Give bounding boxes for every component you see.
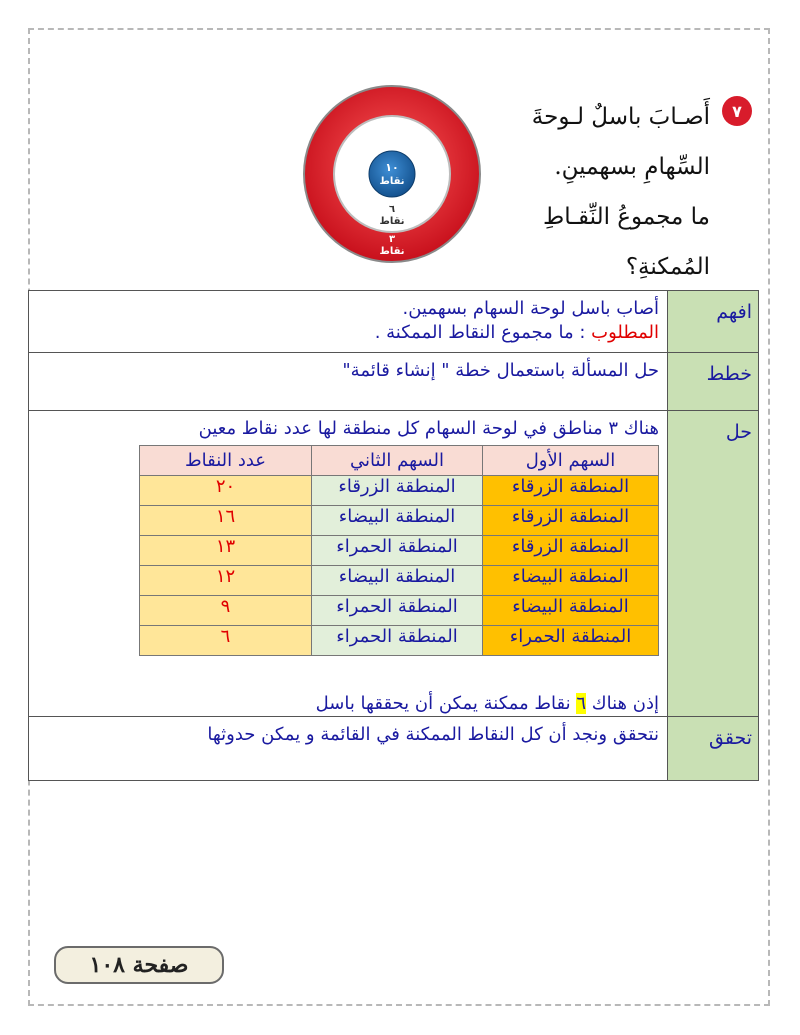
problem-number-badge: ٧ xyxy=(722,96,752,126)
conclusion-highlight: ٦ xyxy=(576,693,587,714)
dartboard-illustration xyxy=(302,84,482,266)
solution-steps-table xyxy=(28,290,759,781)
conclusion-before: إذن هناك xyxy=(586,693,659,714)
problem-line-3: ما مجموعُ النِّقـاطِ xyxy=(542,204,710,230)
center-unit: نقاط xyxy=(379,176,405,187)
problem-statement xyxy=(492,92,752,292)
step-plan xyxy=(29,353,759,411)
verify-text: نتحقق ونجد أن كل النقاط الممكنة في القائمة و يمكن حدوثها xyxy=(207,724,659,745)
problem-line-2: السِّهامِ بسهمينِ. xyxy=(554,154,710,180)
outer-unit: نقاط xyxy=(379,246,405,257)
middle-value: ٦ xyxy=(388,204,396,215)
cell-points: ٦ xyxy=(140,626,312,656)
table-row xyxy=(140,536,659,566)
table-row xyxy=(140,476,659,506)
step-verify xyxy=(29,717,759,781)
cell-points: ١٦ xyxy=(140,506,312,536)
step-label-solve: حل xyxy=(668,411,759,717)
cell-second-arrow: المنطقة البيضاء xyxy=(312,506,483,536)
required-line xyxy=(29,321,659,345)
step-label-plan: خطط xyxy=(668,353,759,411)
problem-line-1: أَصـابَ باسلٌ لـوحةَ xyxy=(531,104,710,130)
cell-points: ١٣ xyxy=(140,536,312,566)
outcomes-table xyxy=(139,445,659,656)
cell-second-arrow: المنطقة الحمراء xyxy=(312,626,483,656)
step-label-verify: تحقق xyxy=(668,717,759,781)
dartboard-center xyxy=(369,151,415,197)
cell-first-arrow: المنطقة البيضاء xyxy=(483,596,659,626)
step-content-verify xyxy=(29,717,668,781)
step-content-plan xyxy=(29,353,668,411)
header-second-arrow: السهم الثاني xyxy=(312,446,483,476)
table-row xyxy=(140,626,659,656)
cell-second-arrow: المنطقة الحمراء xyxy=(312,596,483,626)
step-solve xyxy=(29,411,759,717)
outcomes-header-row xyxy=(140,446,659,476)
outer-value: ٣ xyxy=(388,234,396,245)
solve-intro: هناك ٣ مناطق في لوحة السهام كل منطقة لها عدد نقاط معين xyxy=(198,418,659,439)
step-content-solve xyxy=(29,411,668,717)
table-row xyxy=(140,566,659,596)
required-text: : ما مجموع النقاط الممكنة . xyxy=(374,322,592,343)
cell-first-arrow: المنطقة الزرقاء xyxy=(483,536,659,566)
cell-first-arrow: المنطقة الزرقاء xyxy=(483,506,659,536)
problem-line-4: المُمكنةِ؟ xyxy=(625,254,710,280)
header-first-arrow: السهم الأول xyxy=(483,446,659,476)
cell-second-arrow: المنطقة البيضاء xyxy=(312,566,483,596)
cell-second-arrow: المنطقة الزرقاء xyxy=(312,476,483,506)
step-content-understand xyxy=(29,291,668,353)
conclusion-after: نقاط ممكنة يمكن أن يحققها باسل xyxy=(315,693,577,714)
cell-first-arrow: المنطقة البيضاء xyxy=(483,566,659,596)
understand-line: أصاب باسل لوحة السهام بسهمين. xyxy=(402,298,659,319)
table-row xyxy=(140,506,659,536)
table-row xyxy=(140,596,659,626)
plan-text: حل المسألة باستعمال خطة " إنشاء قائمة" xyxy=(342,360,659,381)
cell-points: ٩ xyxy=(140,596,312,626)
middle-unit: نقاط xyxy=(379,216,405,227)
page-number-label: صفحة ١٠٨ xyxy=(54,946,224,984)
cell-points: ١٢ xyxy=(140,566,312,596)
cell-first-arrow: المنطقة الحمراء xyxy=(483,626,659,656)
center-value: ١٠ xyxy=(385,161,399,174)
cell-second-arrow: المنطقة الحمراء xyxy=(312,536,483,566)
required-label: المطلوب xyxy=(591,322,659,343)
problem-text xyxy=(492,92,710,292)
step-understand xyxy=(29,291,759,353)
cell-points: ٢٠ xyxy=(140,476,312,506)
step-label-understand: افهم xyxy=(668,291,759,353)
solve-conclusion xyxy=(29,692,659,716)
cell-first-arrow: المنطقة الزرقاء xyxy=(483,476,659,506)
header-points: عدد النقاط xyxy=(140,446,312,476)
